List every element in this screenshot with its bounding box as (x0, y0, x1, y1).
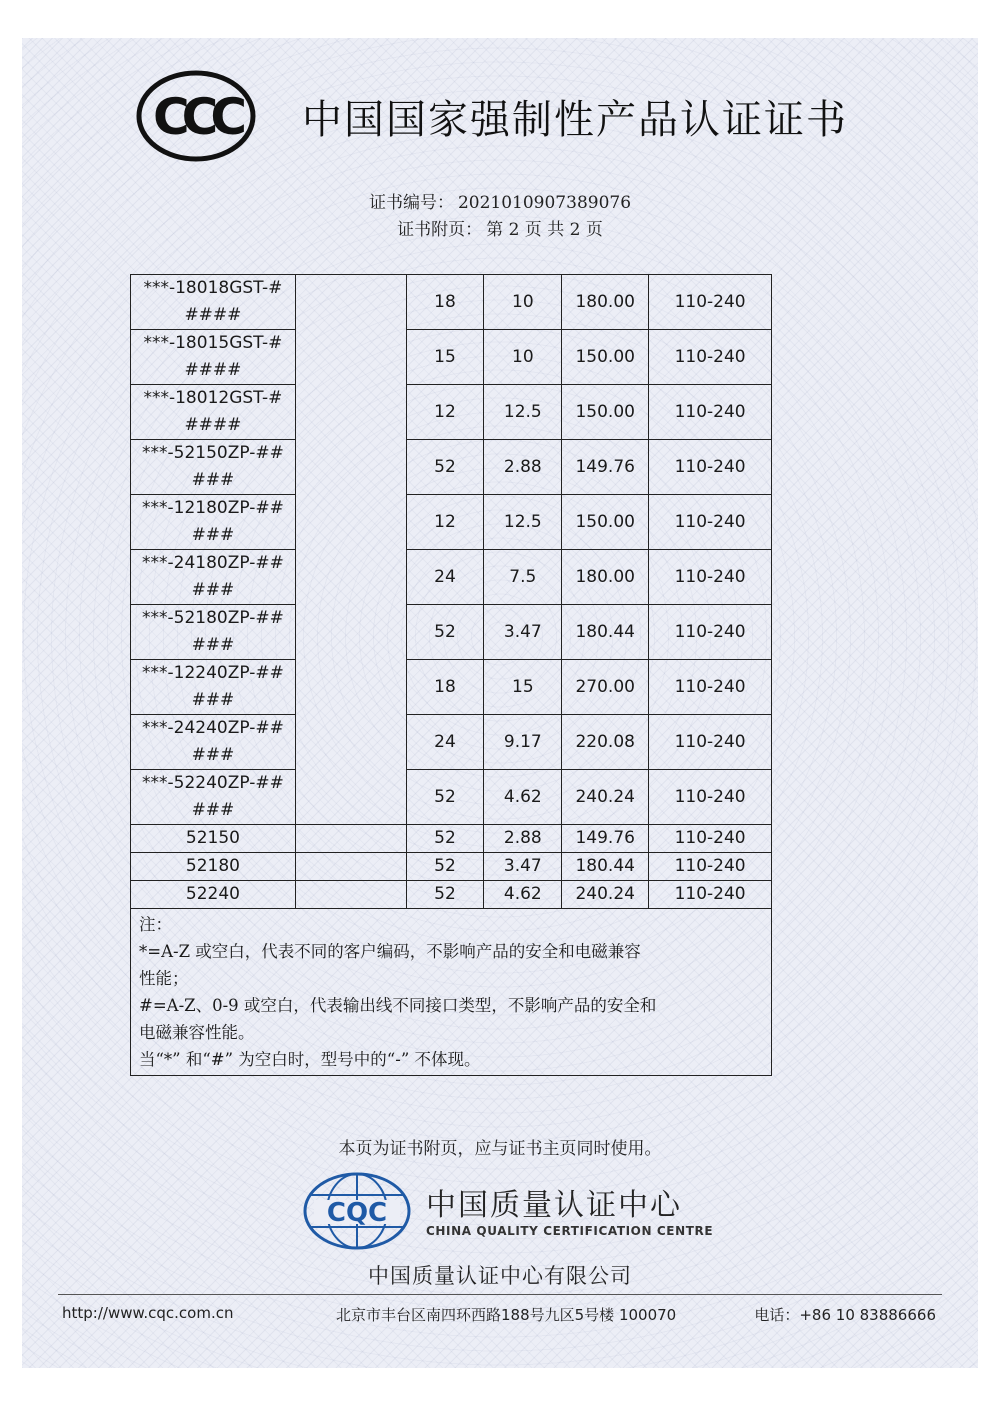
model-text: ***-12180ZP-## (142, 498, 284, 518)
input-voltage-cell: 110-240 (649, 550, 772, 605)
output-power-cell: 180.00 (562, 550, 649, 605)
table-row (131, 330, 772, 385)
certificate-number-label: 证书编号： (368, 193, 454, 213)
output-power-cell: 150.00 (562, 495, 649, 550)
input-voltage-cell: 110-240 (649, 770, 772, 825)
output-power-cell: 240.24 (562, 881, 649, 909)
website-url: http://www.cqc.com.cn (62, 1304, 234, 1322)
model-cell (131, 550, 296, 605)
address: 北京市丰台区南四环西路188号九区5号楼 100070 (336, 1306, 677, 1324)
output-current-cell: 12.5 (484, 385, 562, 440)
blank-cell (295, 825, 406, 853)
blank-merged-cell (295, 275, 406, 825)
attachment-page-line (22, 215, 978, 240)
model-cell (131, 440, 296, 495)
ccc-logo-text: CCC (152, 88, 240, 146)
note-line: 电磁兼容性能。 (139, 1023, 255, 1042)
cqc-chinese-name: 中国质量认证中心 (426, 1188, 682, 1223)
company-name: 中国质量认证中心有限公司 (368, 1264, 632, 1288)
model-text: ### (191, 470, 235, 490)
cqc-english-name: CHINA QUALITY CERTIFICATION CENTRE (426, 1224, 714, 1238)
table-row (131, 385, 772, 440)
output-power-cell: 180.00 (562, 275, 649, 330)
certificate-number-line (22, 188, 978, 213)
input-voltage-cell: 110-240 (649, 853, 772, 881)
model-cell (131, 770, 296, 825)
certificate-title: 中国国家强制性产品认证证书 (302, 97, 848, 143)
output-voltage-cell: 18 (406, 275, 484, 330)
note-line: *=A-Z 或空白，代表不同的客户编码，不影响产品的安全和电磁兼容 (139, 942, 641, 961)
output-power-cell: 180.44 (562, 853, 649, 881)
output-voltage-cell: 52 (406, 605, 484, 660)
model-text: ***-24180ZP-## (142, 553, 284, 573)
output-current-cell: 7.5 (484, 550, 562, 605)
attachment-page-count: 第 2 页 共 2 页 (486, 220, 603, 240)
notes-row (131, 909, 772, 1076)
table-row (131, 660, 772, 715)
attachment-page-label: 证书附页： (397, 220, 483, 240)
model-cell (131, 605, 296, 660)
blank-cell (295, 853, 406, 881)
output-power-cell: 270.00 (562, 660, 649, 715)
table-row (131, 550, 772, 605)
output-voltage-cell: 52 (406, 440, 484, 495)
input-voltage-cell: 110-240 (649, 660, 772, 715)
model-text: 52240 (185, 884, 240, 904)
certificate-sheet (22, 38, 978, 1368)
output-power-cell: 220.08 (562, 715, 649, 770)
telephone: 电话：+86 10 83886666 (754, 1306, 936, 1324)
model-text: #### (184, 305, 242, 325)
model-text: #### (184, 360, 242, 380)
model-cell (131, 495, 296, 550)
model-text: ### (191, 525, 235, 545)
cqc-globe-logo (302, 1171, 412, 1251)
output-power-cell: 150.00 (562, 385, 649, 440)
output-power-cell: 150.00 (562, 330, 649, 385)
table-row (131, 853, 772, 881)
table-row (131, 495, 772, 550)
model-text: ***-24240ZP-## (142, 718, 284, 738)
model-text: ***-18012GST-# (143, 388, 283, 408)
output-power-cell: 149.76 (562, 825, 649, 853)
model-text: ### (191, 580, 235, 600)
model-cell (131, 881, 296, 909)
input-voltage-cell: 110-240 (649, 495, 772, 550)
output-voltage-cell: 52 (406, 825, 484, 853)
model-text: ### (191, 800, 235, 820)
model-text: ***-18015GST-# (143, 333, 283, 353)
output-current-cell: 9.17 (484, 715, 562, 770)
output-voltage-cell: 15 (406, 330, 484, 385)
model-cell (131, 715, 296, 770)
model-table (130, 274, 772, 1076)
output-voltage-cell: 52 (406, 770, 484, 825)
output-current-cell: 10 (484, 275, 562, 330)
model-text: 52180 (185, 856, 240, 876)
certificate-number: 2021010907389076 (457, 193, 632, 213)
table-row (131, 605, 772, 660)
input-voltage-cell: 110-240 (649, 385, 772, 440)
attachment-usage-note: 本页为证书附页，应与证书主页同时使用。 (338, 1139, 662, 1159)
output-voltage-cell: 12 (406, 385, 484, 440)
model-text: ***-52150ZP-## (142, 443, 284, 463)
model-text: ***-52180ZP-## (142, 608, 284, 628)
model-cell (131, 660, 296, 715)
table-row (131, 770, 772, 825)
output-power-cell: 149.76 (562, 440, 649, 495)
input-voltage-cell: 110-240 (649, 330, 772, 385)
output-voltage-cell: 24 (406, 550, 484, 605)
blank-cell (295, 881, 406, 909)
output-current-cell: 3.47 (484, 853, 562, 881)
input-voltage-cell: 110-240 (649, 605, 772, 660)
input-voltage-cell: 110-240 (649, 275, 772, 330)
model-cell (131, 330, 296, 385)
model-text: ### (191, 635, 235, 655)
output-voltage-cell: 52 (406, 853, 484, 881)
output-power-cell: 180.44 (562, 605, 649, 660)
model-cell (131, 825, 296, 853)
table-row (131, 275, 772, 330)
model-text: ### (191, 690, 235, 710)
output-voltage-cell: 52 (406, 881, 484, 909)
input-voltage-cell: 110-240 (649, 825, 772, 853)
model-text: 52150 (185, 828, 240, 848)
note-line: 注： (139, 915, 172, 934)
table-row (131, 881, 772, 909)
table-row (131, 825, 772, 853)
model-cell (131, 853, 296, 881)
output-power-cell: 240.24 (562, 770, 649, 825)
output-current-cell: 3.47 (484, 605, 562, 660)
model-text: ***-18018GST-# (143, 278, 283, 298)
output-voltage-cell: 18 (406, 660, 484, 715)
output-current-cell: 10 (484, 330, 562, 385)
input-voltage-cell: 110-240 (649, 715, 772, 770)
model-text: #### (184, 415, 242, 435)
note-line: 当“*” 和“#” 为空白时，型号中的“-” 不体现。 (139, 1050, 481, 1069)
note-line: #=A-Z、0-9 或空白，代表输出线不同接口类型，不影响产品的安全和 (139, 996, 657, 1015)
output-current-cell: 4.62 (484, 881, 562, 909)
table-row (131, 440, 772, 495)
model-text: ***-52240ZP-## (142, 773, 284, 793)
output-current-cell: 4.62 (484, 770, 562, 825)
output-current-cell: 2.88 (484, 825, 562, 853)
output-voltage-cell: 24 (406, 715, 484, 770)
input-voltage-cell: 110-240 (649, 440, 772, 495)
model-text: ***-12240ZP-## (142, 663, 284, 683)
model-cell (131, 385, 296, 440)
footer-divider (58, 1294, 942, 1295)
output-current-cell: 2.88 (484, 440, 562, 495)
ccc-logo (136, 70, 256, 162)
notes-cell (131, 909, 772, 1076)
output-current-cell: 12.5 (484, 495, 562, 550)
model-text: ### (191, 745, 235, 765)
output-current-cell: 15 (484, 660, 562, 715)
table-row (131, 715, 772, 770)
output-voltage-cell: 12 (406, 495, 484, 550)
model-cell (131, 275, 296, 330)
input-voltage-cell: 110-240 (649, 881, 772, 909)
cqc-logo-text: CQC (326, 1198, 388, 1228)
note-line: 性能； (139, 969, 189, 988)
